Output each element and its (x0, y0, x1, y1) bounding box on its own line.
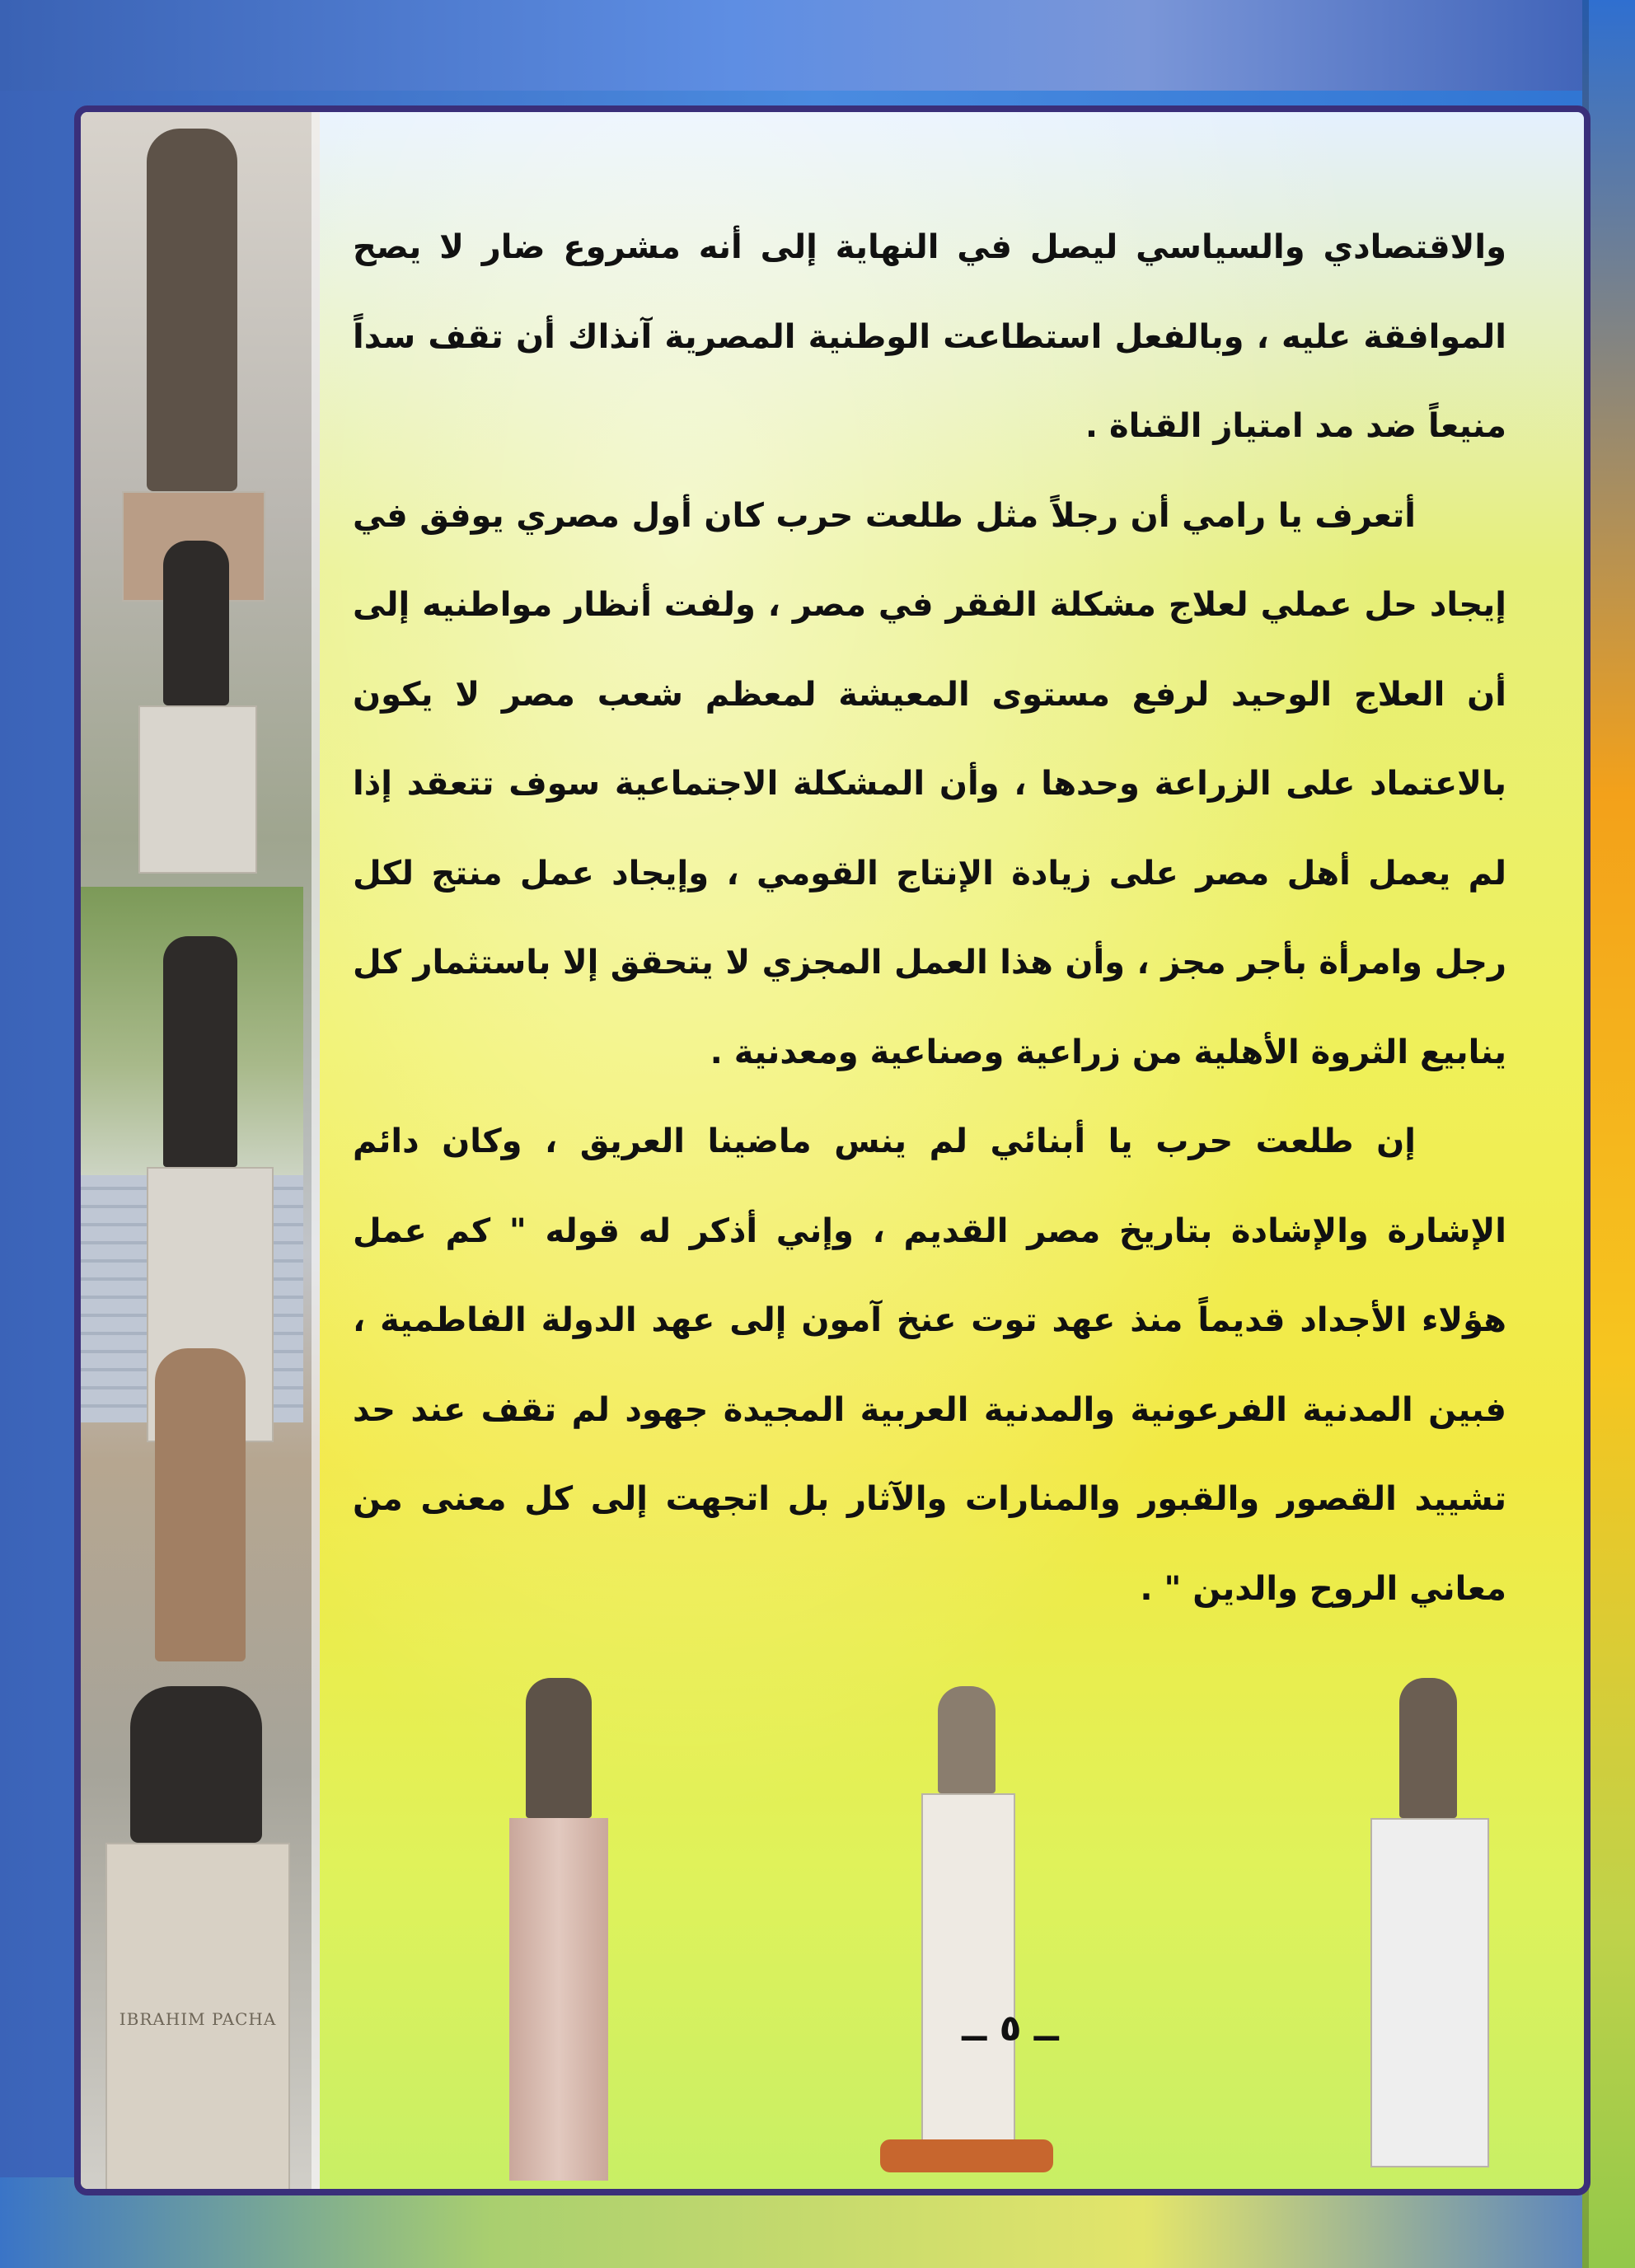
article-text (353, 203, 1506, 1633)
statue-photo-collage (81, 112, 320, 2189)
statue-figure-5 (526, 1678, 592, 1818)
bottom-statue-2 (880, 1661, 1053, 2189)
page-number: ــ ٥ ــ (962, 2008, 1059, 2050)
paragraph-2: أتعرف يا رامي أن رجلاً مثل طلعت حرب كان أول مصري يوفق في إيجاد حل عملي لعلاج مشكلة الفقر في مصر ، ولفت أنظار مواطنيه إلى أن العلاج الوحيد لرفع مستوى المعيشة لمعظم شعب مصر لا يكون بالاعتماد على الزراعة وحدها ، وأن المشكلة الاجتماعية سوف تتعقد إذا لم يعمل أهل مصر على زيادة الإنتاج القومي ، وإيجاد عمل منتج لكل رجل وامرأة بأجر مجز ، وأن هذا العمل المجزي لا يتحقق إلا باستثمار كل ينابيع الثروة الأهلية من زراعية وصناعية ومعدنية . (353, 496, 1506, 1071)
monument-column (509, 1818, 608, 2181)
statue-figure-7 (1399, 1678, 1457, 1818)
statue-figure-6 (938, 1686, 996, 1793)
page-panel (74, 105, 1590, 2195)
statue-pedestal-7 (1370, 1818, 1489, 2167)
bottom-statue-1 (476, 1661, 641, 2189)
paragraph-3: إن طلعت حرب يا أبنائي لم ينس ماضينا العريق ، وكان دائم الإشارة والإشادة بتاريخ مصر القديم ، وإني أذكر له قوله " كم عمل هؤلاء الأجداد قديماً منذ عهد توت عنخ آمون إلى عهد الدولة الفاطمية ، فبين المدنية الفرعونية والمدنية العربية المجيدة جهود لم تقف عند حد تشييد القصور والقبور والمنارات والآثار بل اتجهت إلى كل معنى من معاني الروح والدين " . (353, 1122, 1506, 1608)
flower-bed (880, 2139, 1053, 2172)
statue-pedestal-2 (138, 705, 257, 874)
statue-figure-1 (147, 129, 237, 491)
bottom-statue-3 (1342, 1661, 1506, 2189)
statue-figure-3 (163, 936, 237, 1167)
page-top-band (0, 0, 1635, 91)
statue-figure-2 (163, 541, 229, 705)
paragraph-1: والاقتصادي والسياسي ليصل في النهاية إلى أنه مشروع ضار لا يصح الموافقة عليه ، وبالفعل استطاعت الوطنية المصرية آنذاك أن تقف سداً منيعاً ضد مد امتياز القناة . (353, 228, 1506, 445)
statue-pedestal-6 (921, 1793, 1015, 2143)
pedestal-inscription: IBRAHIM PACHA (119, 2009, 277, 2029)
statue-pedestal-4 (105, 1843, 290, 2192)
equestrian-statue (130, 1686, 262, 1843)
pharaoh-statue (155, 1348, 246, 1661)
